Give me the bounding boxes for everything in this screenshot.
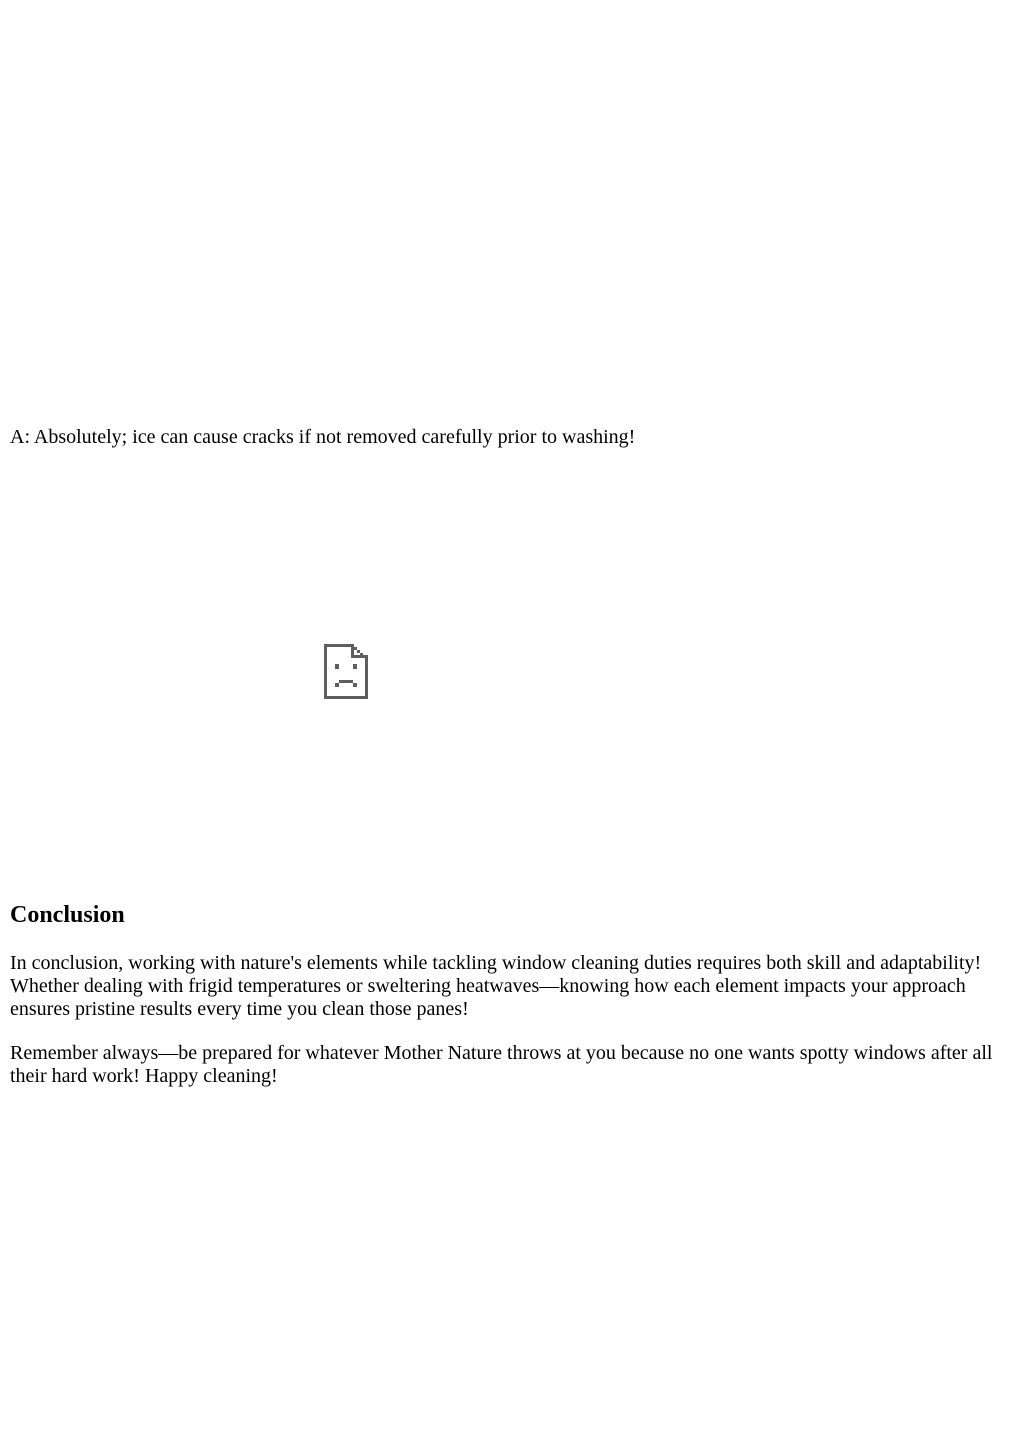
conclusion-paragraph-2: Remember always—be prepared for whatever Mother Nature throws at you because no one wants spotty windows after all their hard work! Happy cleaning!: [10, 1042, 993, 1087]
broken-image-icon: [324, 644, 368, 699]
conclusion-heading: Conclusion: [10, 902, 125, 928]
faq-answer: A: Absolutely; ice can cause cracks if not removed carefully prior to washing!: [10, 426, 636, 448]
conclusion-paragraph-1: In conclusion, working with nature's elements while tackling window cleaning duties requires both skill and adaptability! Whether dealing with frigid temperatures or sweltering heatwaves—knowing how each element impacts your approach ensures pristine results every time you clean those panes!: [10, 952, 982, 1020]
